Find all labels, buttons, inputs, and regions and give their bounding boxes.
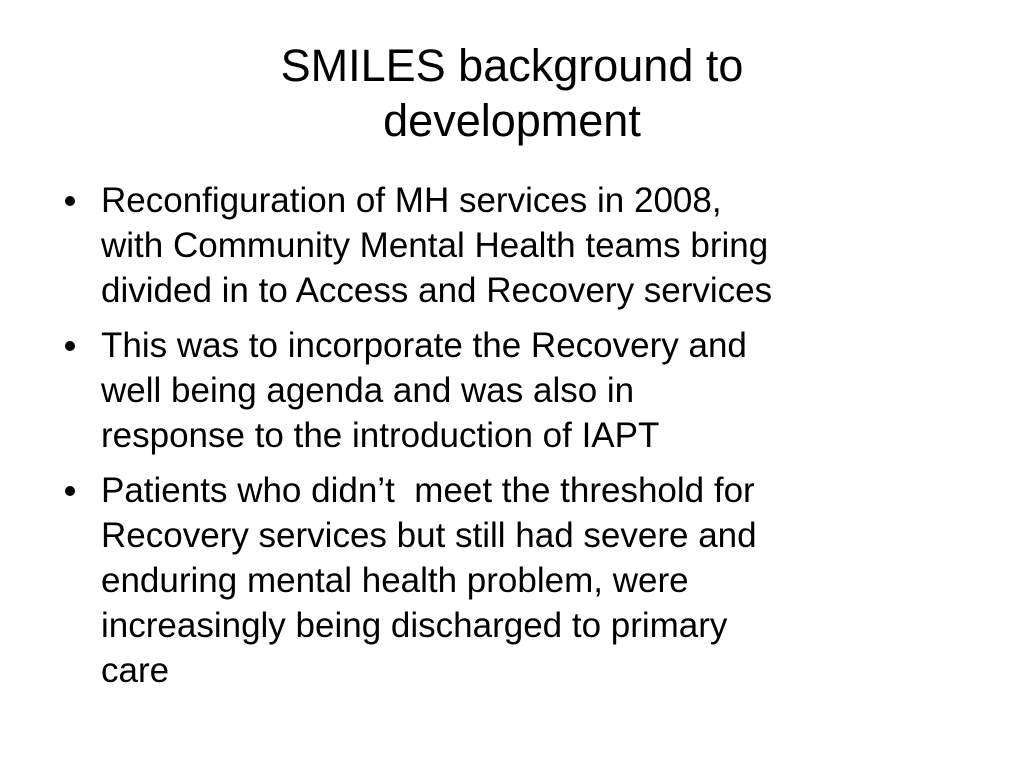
bullet-text	[101, 178, 992, 313]
slide-title	[112, 38, 912, 148]
slide-title-line: development	[383, 95, 641, 146]
bullet-text	[101, 323, 992, 458]
bullet-dot-icon	[65, 196, 75, 206]
bullet-item	[62, 178, 992, 313]
bullet-item	[62, 468, 992, 693]
bullet-line: This was to incorporate the Recovery and	[101, 326, 747, 365]
bullet-item	[62, 323, 992, 458]
bullet-line: Reconfiguration of MH services in 2008,	[101, 181, 722, 220]
bullet-text	[101, 468, 992, 693]
bullet-line: care	[101, 651, 170, 690]
bullet-line: Patients who didn’t meet the threshold for	[101, 471, 755, 510]
bullet-line: increasingly being discharged to primary	[101, 606, 728, 645]
slide-title-line: SMILES background to	[280, 40, 744, 91]
bullet-line: response to the introduction of IAPT	[101, 416, 660, 455]
bullet-line: well being agenda and was also in	[101, 371, 635, 410]
bullet-line: with Community Mental Health teams bring	[101, 226, 769, 265]
bullet-line: enduring mental health problem, were	[101, 561, 689, 600]
bullet-line: Recovery services but still had severe and	[101, 516, 757, 555]
bullet-line: divided in to Access and Recovery services	[101, 271, 773, 310]
bullet-dot-icon	[65, 486, 75, 496]
bullet-list	[62, 178, 992, 703]
bullet-dot-icon	[65, 341, 75, 351]
